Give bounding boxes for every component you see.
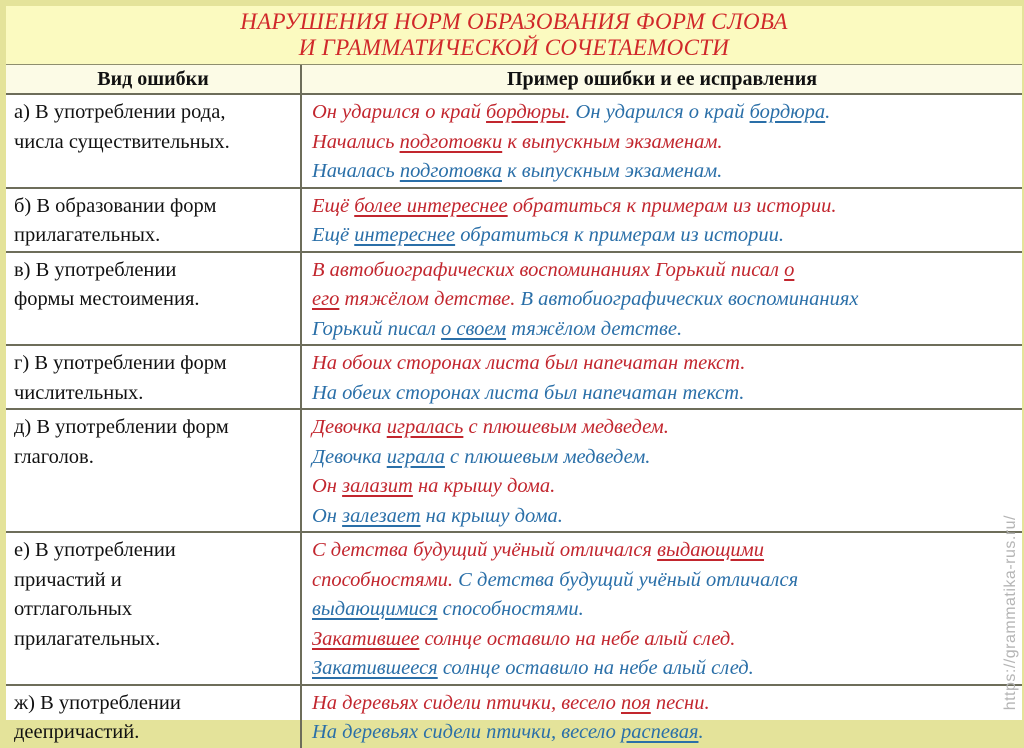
correction-text: В автобиографических воспоминаниях [515, 288, 859, 310]
example-cell [301, 685, 1022, 748]
error-text: Закатившее [312, 627, 420, 650]
example-line [312, 285, 1018, 315]
correction-text: интереснее [354, 224, 456, 246]
error-type-cell [6, 252, 301, 346]
correction-text: Ещё [312, 224, 355, 246]
error-type-line: д) В употреблении форм [14, 416, 229, 438]
error-text: Он ударился о край [312, 101, 487, 123]
correction-text: о своем [441, 317, 507, 340]
error-type-cell [6, 685, 301, 748]
error-text: Начались [312, 130, 400, 153]
correction-text: способностями. [437, 598, 584, 620]
example-cell [301, 94, 1022, 188]
error-text: игралась [386, 416, 464, 438]
error-type-line: в) В употреблении [14, 258, 177, 281]
table-row [6, 685, 1022, 748]
example-line [312, 654, 1018, 684]
correction-text: Горький писал [312, 317, 442, 340]
error-text: выдающими [657, 539, 765, 561]
header-error-type: Вид ошибки [6, 65, 301, 94]
correction-text: распевая [620, 721, 699, 743]
example-line [312, 595, 1018, 625]
header-examples: Пример ошибки и ее исправления [301, 65, 1022, 94]
error-text: залазит [342, 475, 413, 497]
error-type-line: прилагательных. [14, 627, 161, 650]
example-cell [301, 188, 1022, 252]
error-text: песни. [650, 691, 710, 714]
example-line [312, 315, 1018, 345]
error-type-cell [6, 94, 301, 188]
table-row [6, 252, 1022, 346]
error-text: с плюшевым медведем. [463, 416, 669, 438]
error-text: Ещё [312, 194, 355, 217]
correction-text: к выпускным экзаменам. [501, 160, 723, 182]
table-row [6, 94, 1022, 188]
correction-text: подготовка [399, 160, 502, 182]
error-text: . [565, 101, 571, 123]
correction-text: На деревьях сидели птички, весело [312, 721, 621, 743]
error-text: о [784, 258, 795, 281]
correction-text: тяжёлом детстве. [506, 317, 683, 340]
example-line [312, 413, 1018, 443]
example-cell [301, 532, 1022, 685]
error-text: обратиться к примерам из истории. [507, 194, 837, 217]
error-type-line: отглагольных [14, 598, 133, 620]
example-line [312, 379, 1018, 409]
correction-text: залезает [342, 504, 421, 527]
table-row [6, 345, 1022, 409]
example-line [312, 256, 1018, 286]
example-line [312, 502, 1018, 532]
error-type-cell [6, 345, 301, 409]
example-cell [301, 252, 1022, 346]
correction-text: обратиться к примерам из истории. [455, 224, 784, 246]
example-line [312, 718, 1018, 748]
error-type-line: е) В употреблении [14, 539, 176, 561]
example-line [312, 128, 1018, 158]
error-type-line: прилагательных. [14, 224, 161, 246]
example-cell [301, 409, 1022, 532]
error-text: солнце оставило на небе алый след. [419, 627, 736, 650]
error-type-line: ж) В употреблении [14, 691, 181, 714]
error-type-line: глаголов. [14, 445, 94, 468]
correction-text: на крышу дома. [420, 504, 563, 527]
table-row [6, 188, 1022, 252]
correction-text: Он ударился о край [570, 101, 750, 123]
error-type-line: формы местоимения. [14, 288, 200, 310]
error-text: В автобиографических воспоминаниях Горький писал [312, 258, 785, 281]
example-cell [301, 345, 1022, 409]
correction-text: . [825, 101, 831, 123]
errors-table [6, 65, 1022, 748]
error-type-line: г) В употреблении форм [14, 352, 227, 374]
error-text: С детства будущий учёный отличался [312, 539, 658, 561]
correction-text: Девочка [312, 445, 387, 468]
error-type-cell [6, 409, 301, 532]
page-title [6, 6, 1022, 65]
error-text: его [312, 288, 340, 310]
table-header-row [6, 65, 1022, 94]
error-text: Он [312, 475, 343, 497]
error-type-line: а) В употреблении рода, [14, 101, 226, 123]
correction-text: Началась [312, 160, 400, 182]
example-line [312, 472, 1018, 502]
error-text: более интереснее [354, 194, 508, 217]
correction-text: . [698, 721, 704, 743]
example-line [312, 689, 1018, 719]
table-row [6, 532, 1022, 685]
error-text: к выпускным экзаменам. [502, 130, 723, 153]
error-type-cell [6, 188, 301, 252]
example-line [312, 192, 1018, 222]
error-text: поя [620, 691, 651, 714]
correction-text: играла [386, 445, 445, 468]
example-line [312, 566, 1018, 596]
correction-text: выдающимися [312, 598, 438, 620]
error-text: бордюры [486, 101, 566, 123]
example-line [312, 625, 1018, 655]
error-text: тяжёлом детстве. [339, 288, 516, 310]
error-text: способностями. [312, 568, 454, 591]
watermark-url: https://grammatika-rus.ru/ [1002, 514, 1019, 710]
correction-text: На обеих сторонах листа был напечатан текст. [312, 381, 745, 404]
error-type-line: числительных. [14, 381, 144, 404]
error-text: на крышу дома. [412, 475, 556, 497]
rules-table-card [6, 6, 1022, 743]
error-text: На деревьях сидели птички, весело [312, 691, 621, 714]
correction-text: бордюра [749, 101, 826, 123]
example-line [312, 349, 1018, 379]
correction-text: с плюшевым медведем. [444, 445, 651, 468]
correction-text: С детства будущий учёный отличался [453, 568, 799, 591]
title-line-1: НАРУШЕНИЯ НОРМ ОБРАЗОВАНИЯ ФОРМ СЛОВА [240, 9, 788, 34]
error-type-line: деепричастий. [14, 721, 140, 743]
correction-text: Закатившееся [312, 657, 438, 679]
title-line-2: И ГРАММАТИЧЕСКОЙ СОЧЕТАЕМОСТИ [298, 35, 730, 60]
error-type-cell [6, 532, 301, 685]
table-body [6, 94, 1022, 748]
error-type-line: числа существительных. [14, 130, 230, 153]
example-line [312, 98, 1018, 128]
example-line [312, 221, 1018, 251]
error-type-line: причастий и [14, 568, 122, 591]
correction-text: Он [312, 504, 343, 527]
error-text: подготовки [399, 130, 503, 153]
correction-text: солнце оставило на небе алый след. [437, 657, 754, 679]
error-text: Девочка [312, 416, 387, 438]
error-text: На обоих сторонах листа был напечатан текст. [312, 352, 746, 374]
example-line [312, 443, 1018, 473]
error-type-line: б) В образовании форм [14, 194, 217, 217]
example-line [312, 157, 1018, 187]
example-line [312, 536, 1018, 566]
table-row [6, 409, 1022, 532]
